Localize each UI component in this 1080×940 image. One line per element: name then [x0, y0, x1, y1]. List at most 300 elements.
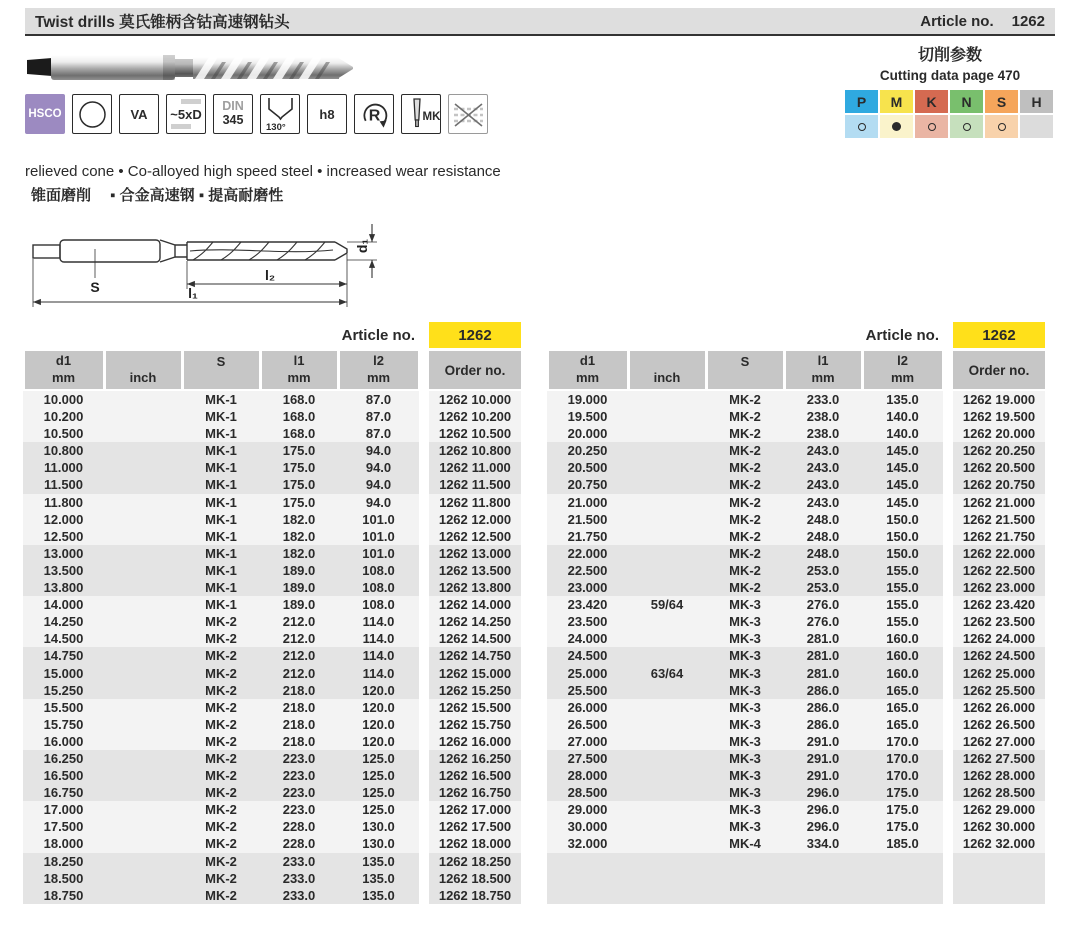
table-row: [547, 596, 1045, 613]
column-header-l2: [864, 351, 942, 389]
column-header-l1: [262, 351, 337, 389]
cell-s: MK-2: [729, 545, 761, 561]
table-row: [23, 699, 521, 716]
table-row: [547, 442, 1045, 459]
cell-d1: 16.500: [43, 768, 84, 784]
cell-order: 1262 14.000: [429, 596, 521, 613]
cell-order: 1262 20.250: [953, 442, 1045, 459]
row-spacer: [943, 391, 953, 408]
right-hand-rotation-icon: [354, 94, 394, 134]
row-main-band: [547, 647, 943, 664]
cell-l1: 212.0: [282, 614, 316, 630]
cell-l2: 125.0: [362, 768, 395, 784]
table-row: [547, 425, 1045, 442]
cell-inch: [104, 665, 182, 682]
cell-d1: 22.500: [567, 562, 608, 578]
cell-order: 1262 16.250: [429, 750, 521, 767]
row-spacer: [419, 408, 429, 425]
row-main-band: [23, 784, 419, 801]
column-header-l2: [340, 351, 418, 389]
row-spacer: [419, 442, 429, 459]
cell-d1: 18.250: [43, 853, 84, 869]
cell-inch: [628, 818, 706, 835]
gray-bar: [171, 124, 191, 129]
cell-d1: 16.000: [43, 733, 84, 749]
cell-inch: [104, 494, 182, 511]
din-label: DIN: [222, 99, 244, 114]
size-tables: [23, 322, 1045, 904]
table-row: [23, 853, 521, 870]
table-row: [547, 818, 1045, 835]
cell-order: 1262 26.500: [953, 716, 1045, 733]
table-article-badge: 1262: [429, 322, 521, 348]
cell-s: MK-2: [729, 562, 761, 578]
cell-l2: 165.0: [886, 699, 919, 715]
row-main-band: [547, 596, 943, 613]
cell-inch: [628, 733, 706, 750]
cell-l1: 296.0: [806, 802, 840, 818]
table-row-empty: [547, 853, 1045, 870]
description-en: relieved cone • Co-alloyed high speed steel • increased wear resistance: [25, 163, 501, 180]
cell-d1: 20.500: [567, 460, 608, 476]
cell-l2: 120.0: [362, 682, 395, 698]
cell-s: MK-1: [205, 545, 237, 561]
cell-s: MK-1: [205, 460, 237, 476]
cell-s: MK-3: [729, 802, 761, 818]
cell-d1: 24.000: [567, 631, 608, 647]
cell-l2: 145.0: [886, 443, 919, 459]
cell-d1: 17.500: [43, 819, 84, 835]
table-row: [23, 596, 521, 613]
column-header-line2: mm: [51, 370, 76, 385]
cell-inch: [628, 784, 706, 801]
cell-s: MK-3: [729, 750, 761, 766]
row-spacer: [943, 699, 953, 716]
cell-order: 1262 23.000: [953, 579, 1045, 596]
material-grid: [845, 90, 1055, 138]
row-main-band: [547, 665, 943, 682]
table-header-main: [547, 351, 943, 389]
table-article-label: Article no.: [341, 326, 415, 344]
table-row: [547, 613, 1045, 630]
cell-l1: 248.0: [806, 528, 840, 544]
row-main-band: [547, 870, 943, 887]
suitability-open-mark: [928, 123, 936, 131]
row-spacer: [943, 630, 953, 647]
cell-l1: 223.0: [282, 750, 316, 766]
cell-d1: 27.000: [567, 733, 608, 749]
table-row: [547, 391, 1045, 408]
cell-l1: 291.0: [806, 768, 840, 784]
row-main-band: [547, 887, 943, 904]
article-label: Article no.: [920, 12, 994, 30]
table-header-row: [547, 351, 1045, 389]
header-article: [920, 13, 1045, 30]
table-row-empty: [547, 870, 1045, 887]
cell-order: 1262 18.750: [429, 887, 521, 904]
cell-l1: 248.0: [806, 511, 840, 527]
cell-d1: 21.750: [567, 528, 608, 544]
cell-d1: 21.000: [567, 494, 608, 510]
cell-order: 1262 25.500: [953, 682, 1045, 699]
cell-d1: 14.000: [43, 597, 84, 613]
cell-order: 1262 14.750: [429, 647, 521, 664]
row-spacer: [419, 562, 429, 579]
column-header-s: [708, 351, 783, 389]
cell-s: MK-2: [729, 511, 761, 527]
cell-inch: 63/64: [650, 665, 684, 681]
cell-d1: 10.000: [43, 392, 84, 407]
cell-inch: [628, 579, 706, 596]
cell-l2: 175.0: [886, 819, 919, 835]
cell-l1: 168.0: [282, 392, 316, 407]
cell-inch: [628, 408, 706, 425]
cell-d1: 26.500: [567, 716, 608, 732]
cell-l1: 286.0: [806, 716, 840, 732]
cell-s: MK-2: [729, 494, 761, 510]
cell-d1: 10.500: [43, 426, 84, 442]
row-main-band: [547, 391, 943, 408]
cell-l2: 87.0: [365, 426, 392, 442]
row-spacer: [943, 835, 953, 852]
cell-inch: [628, 835, 706, 852]
row-spacer: [419, 870, 429, 887]
row-main-band: [547, 476, 943, 493]
cell-d1: 13.500: [43, 562, 84, 578]
cell-order: 1262 15.250: [429, 682, 521, 699]
cell-order: 1262 27.500: [953, 750, 1045, 767]
row-spacer: [943, 870, 953, 887]
page-header: [25, 8, 1055, 36]
cell-l1: 175.0: [282, 494, 316, 510]
cell-order: 1262 13.500: [429, 562, 521, 579]
cell-d1: 11.000: [43, 460, 84, 476]
cell-s: [706, 870, 784, 887]
cell-inch: [104, 596, 182, 613]
cell-order: 1262 32.000: [953, 835, 1045, 852]
cell-l1: 189.0: [282, 562, 316, 578]
cell-inch: [628, 425, 706, 442]
cell-l2: 165.0: [886, 682, 919, 698]
table-article-row: [23, 322, 521, 348]
cell-s: MK-2: [729, 528, 761, 544]
row-main-band: [23, 767, 419, 784]
cell-inch: [104, 767, 182, 784]
table-article-label: Article no.: [865, 326, 939, 344]
cell-l2: 120.0: [362, 716, 395, 732]
row-spacer: [943, 511, 953, 528]
cell-s: MK-1: [205, 392, 237, 407]
row-spacer: [419, 528, 429, 545]
cell-order: 1262 13.800: [429, 579, 521, 596]
row-spacer: [943, 767, 953, 784]
column-header-d1: [549, 351, 627, 389]
table-row: [23, 835, 521, 852]
cell-l2: 125.0: [362, 785, 395, 801]
cell-s: MK-2: [205, 802, 237, 818]
row-spacer: [943, 459, 953, 476]
cell-s: MK-1: [205, 597, 237, 613]
column-header-line2: inch: [129, 369, 157, 385]
material-k-suitability: [915, 115, 948, 138]
column-header-line2: mm: [287, 370, 311, 385]
row-main-band: [23, 596, 419, 613]
cell-s: MK-1: [205, 494, 237, 510]
cell-l1: 291.0: [806, 733, 840, 749]
cell-s: MK-1: [205, 562, 237, 578]
cell-s: MK-1: [205, 477, 237, 493]
table-row: [547, 579, 1045, 596]
cell-l2: 94.0: [365, 494, 392, 510]
cell-s: MK-2: [205, 614, 237, 630]
column-header-line2: mm: [366, 370, 391, 385]
cell-order: 1262 15.000: [429, 665, 521, 682]
table-row: [23, 870, 521, 887]
column-header-line1: S: [740, 353, 750, 369]
cell-l2: 140.0: [886, 409, 919, 425]
svg-text:130°: 130°: [265, 121, 286, 133]
row-spacer: [419, 801, 429, 818]
cell-order: 1262 19.500: [953, 408, 1045, 425]
table-header-main: [23, 351, 419, 389]
cell-d1: 27.500: [567, 750, 608, 766]
cell-l2: 170.0: [886, 750, 919, 766]
cell-order: [953, 887, 1045, 904]
row-spacer: [419, 887, 429, 904]
tolerance-h8-icon: h8: [307, 94, 347, 134]
cell-l1: 243.0: [806, 494, 840, 510]
cell-l1: 276.0: [806, 597, 840, 613]
cell-d1: 23.420: [567, 597, 608, 613]
row-main-band: [547, 442, 943, 459]
cell-s: MK-3: [729, 614, 761, 630]
cell-s: MK-2: [729, 580, 761, 596]
cell-s: MK-2: [205, 768, 237, 784]
table-row-empty: [547, 887, 1045, 904]
depth-5xd-icon: ~5xD: [166, 94, 206, 134]
cell-s: MK-2: [205, 699, 237, 715]
cell-l1: 218.0: [282, 716, 316, 732]
table-row: [547, 511, 1045, 528]
cell-order: 1262 15.500: [429, 699, 521, 716]
cell-d1: 22.000: [567, 545, 608, 561]
row-main-band: [23, 716, 419, 733]
cell-d1: 20.000: [567, 426, 608, 442]
row-main-band: [23, 733, 419, 750]
cell-inch: [104, 801, 182, 818]
row-spacer: [419, 511, 429, 528]
cell-inch: [628, 476, 706, 493]
cell-l2: 155.0: [886, 562, 919, 578]
cell-s: MK-2: [205, 682, 237, 698]
cell-d1: 10.200: [43, 409, 84, 425]
cell-inch: [628, 613, 706, 630]
row-main-band: [547, 733, 943, 750]
cell-l1: 175.0: [282, 477, 316, 493]
cell-order: 1262 18.000: [429, 835, 521, 852]
suitability-open-mark: [858, 123, 866, 131]
table-row: [547, 716, 1045, 733]
cell-s: MK-2: [729, 443, 761, 459]
cell-l1: 218.0: [282, 682, 316, 698]
table-body: [547, 391, 1045, 904]
row-main-band: [23, 887, 419, 904]
cell-inch: [628, 870, 706, 887]
material-p-suitability: [845, 115, 878, 138]
no-flats-icon: [448, 94, 488, 134]
row-spacer: [419, 613, 429, 630]
cell-s: [706, 853, 784, 870]
row-main-band: [547, 784, 943, 801]
table-row: [547, 476, 1045, 493]
row-spacer: [943, 784, 953, 801]
cell-inch: [628, 494, 706, 511]
point-angle-130-icon: [260, 94, 300, 134]
cell-d1: 18.000: [43, 836, 84, 852]
cell-l1: 182.0: [282, 545, 316, 561]
cell-s: MK-1: [205, 426, 237, 442]
cell-inch: 59/64: [650, 597, 684, 613]
cell-inch: [104, 425, 182, 442]
cell-s: MK-1: [205, 511, 237, 527]
cell-order: 1262 14.250: [429, 613, 521, 630]
row-spacer: [943, 853, 953, 870]
cell-l2: 114.0: [362, 665, 395, 681]
cell-l1: 243.0: [806, 477, 840, 493]
article-number: 1262: [1011, 12, 1045, 30]
table-row: [547, 630, 1045, 647]
cell-inch: [104, 408, 182, 425]
cell-order: 1262 11.500: [429, 476, 521, 493]
cell-l2: 165.0: [886, 716, 919, 732]
cell-l2: 130.0: [362, 836, 395, 852]
cell-s: MK-2: [205, 853, 237, 869]
row-main-band: [23, 425, 419, 442]
column-header-order: Order no.: [953, 351, 1045, 389]
cell-inch: [104, 442, 182, 459]
cell-order: 1262 20.750: [953, 476, 1045, 493]
table-row: [547, 562, 1045, 579]
cell-s: MK-3: [729, 785, 761, 801]
row-spacer: [419, 699, 429, 716]
cell-l1: 243.0: [806, 443, 840, 459]
cell-inch: [104, 733, 182, 750]
product-photo-drill: [25, 44, 357, 92]
cell-l1: 223.0: [282, 768, 316, 784]
cell-l1: 281.0: [806, 648, 840, 664]
cutting-subtitle: Cutting data page 470: [879, 68, 1021, 83]
cell-l2: 125.0: [362, 750, 395, 766]
table-row: [23, 579, 521, 596]
cell-order: 1262 29.000: [953, 801, 1045, 818]
cell-d1: [547, 870, 628, 887]
row-main-band: [23, 391, 419, 408]
table-row: [23, 750, 521, 767]
row-spacer: [943, 528, 953, 545]
table-row: [23, 511, 521, 528]
cell-l2: 175.0: [886, 785, 919, 801]
cell-l2: 125.0: [362, 802, 395, 818]
cell-s: MK-2: [205, 665, 237, 681]
cell-inch: [104, 870, 182, 887]
cell-l2: 170.0: [886, 768, 919, 784]
description-zh: 锥面磨削 ▪ 合金高速钢 ▪ 提高耐磨性: [31, 187, 284, 204]
column-header-line2: mm: [890, 370, 915, 385]
row-spacer: [943, 442, 953, 459]
cell-l1: 182.0: [282, 511, 316, 527]
cell-order: 1262 30.000: [953, 818, 1045, 835]
cell-d1: 18.750: [43, 887, 84, 903]
cell-d1: 15.750: [43, 716, 84, 732]
cell-l1: 223.0: [282, 802, 316, 818]
row-spacer: [943, 665, 953, 682]
cell-d1: 28.000: [567, 768, 608, 784]
cell-d1: 20.250: [567, 443, 608, 459]
cell-s: MK-1: [205, 409, 237, 425]
cell-inch: [104, 699, 182, 716]
cell-l2: 130.0: [362, 819, 395, 835]
material-m-cell: M: [880, 90, 913, 113]
cell-s: MK-2: [205, 785, 237, 801]
cell-d1: 11.800: [43, 494, 84, 510]
cell-l1: 212.0: [282, 631, 316, 647]
cell-s: MK-3: [729, 631, 761, 647]
table-row: [547, 682, 1045, 699]
table-row: [23, 442, 521, 459]
row-main-band: [23, 613, 419, 630]
row-spacer: [419, 835, 429, 852]
row-main-band: [547, 613, 943, 630]
table-row: [23, 716, 521, 733]
row-main-band: [23, 476, 419, 493]
cell-d1: [547, 887, 628, 904]
cell-d1: 11.500: [43, 477, 84, 493]
table-row: [547, 784, 1045, 801]
row-spacer: [419, 459, 429, 476]
cell-l2: 170.0: [886, 733, 919, 749]
cell-s: MK-3: [729, 597, 761, 613]
cell-l1: 223.0: [282, 785, 316, 801]
row-spacer: [419, 682, 429, 699]
gray-bar: [181, 99, 201, 104]
cell-l2: 160.0: [886, 648, 919, 664]
cell-s: MK-2: [205, 716, 237, 732]
table-row: [547, 767, 1045, 784]
row-spacer: [419, 596, 429, 613]
cell-order: 1262 12.500: [429, 528, 521, 545]
cell-d1: 12.500: [43, 528, 84, 544]
material-h-cell: H: [1020, 90, 1053, 113]
cell-inch: [104, 613, 182, 630]
cell-d1: 28.500: [567, 785, 608, 801]
cell-inch: [628, 716, 706, 733]
cell-inch: [104, 818, 182, 835]
material-s-cell: S: [985, 90, 1018, 113]
cell-l2: 145.0: [886, 494, 919, 510]
table-row: [23, 425, 521, 442]
cell-l1: [784, 887, 862, 904]
cell-d1: 20.750: [567, 477, 608, 493]
row-spacer: [419, 784, 429, 801]
cell-l1: 168.0: [282, 409, 316, 425]
table-article-badge: 1262: [953, 322, 1045, 348]
cell-s: MK-3: [729, 665, 761, 681]
cell-d1: 13.800: [43, 580, 84, 596]
cell-l1: 228.0: [282, 819, 316, 835]
row-main-band: [23, 750, 419, 767]
cell-l2: 108.0: [362, 597, 395, 613]
cell-l2: 135.0: [362, 887, 395, 903]
